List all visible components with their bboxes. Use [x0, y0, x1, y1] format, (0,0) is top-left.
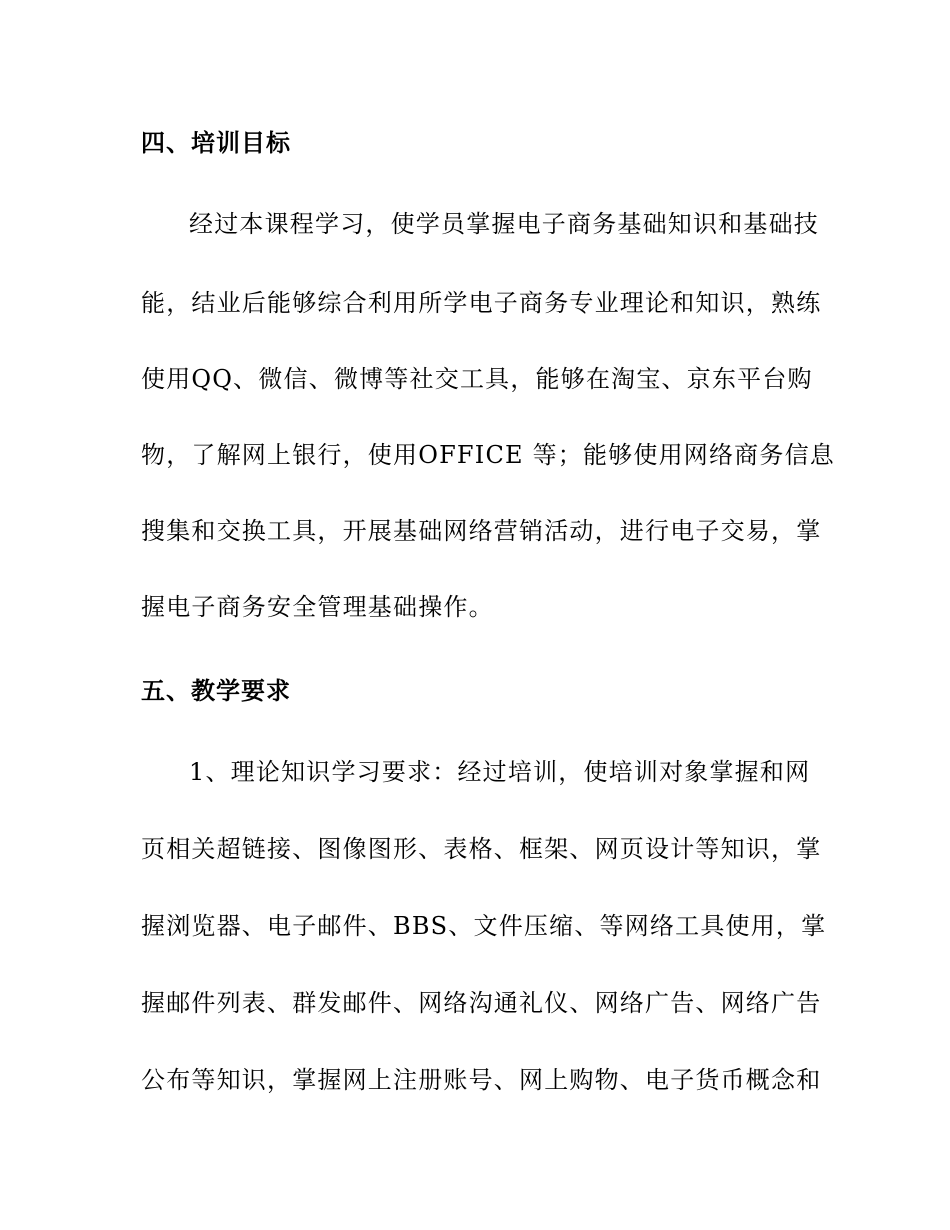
paragraph-line: 握浏览器、电子邮件、BBS、文件压缩、等网络工具使用，掌: [141, 912, 827, 940]
paragraph-line: 握邮件列表、群发邮件、网络沟通礼仪、网络广告、网络广告: [141, 989, 822, 1017]
paragraph-line: 使用QQ、微信、微博等社交工具，能够在淘宝、京东平台购: [141, 365, 813, 393]
paragraph-line: 物，了解网上银行，使用OFFICE 等；能够使用网络商务信息: [141, 441, 835, 469]
section-heading-teaching-requirements: 五、教学要求: [141, 676, 291, 705]
paragraph-line: 公布等知识，掌握网上注册账号、网上购物、电子货币概念和: [141, 1066, 822, 1094]
paragraph-line: 搜集和交换工具，开展基础网络营销活动，进行电子交易，掌: [141, 517, 822, 545]
paragraph-line: 握电子商务安全管理基础操作。: [141, 593, 494, 621]
paragraph-line: 页相关超链接、图像图形、表格、框架、网页设计等知识，掌: [141, 835, 822, 863]
paragraph-line: 经过本课程学习，使学员掌握电子商务基础知识和基础技: [189, 210, 819, 238]
paragraph-line: 能，结业后能够综合利用所学电子商务专业理论和知识，熟练: [141, 289, 822, 317]
section-heading-training-goals: 四、培训目标: [141, 128, 291, 157]
paragraph-line: 1、理论知识学习要求：经过培训，使培训对象掌握和网: [189, 758, 811, 786]
